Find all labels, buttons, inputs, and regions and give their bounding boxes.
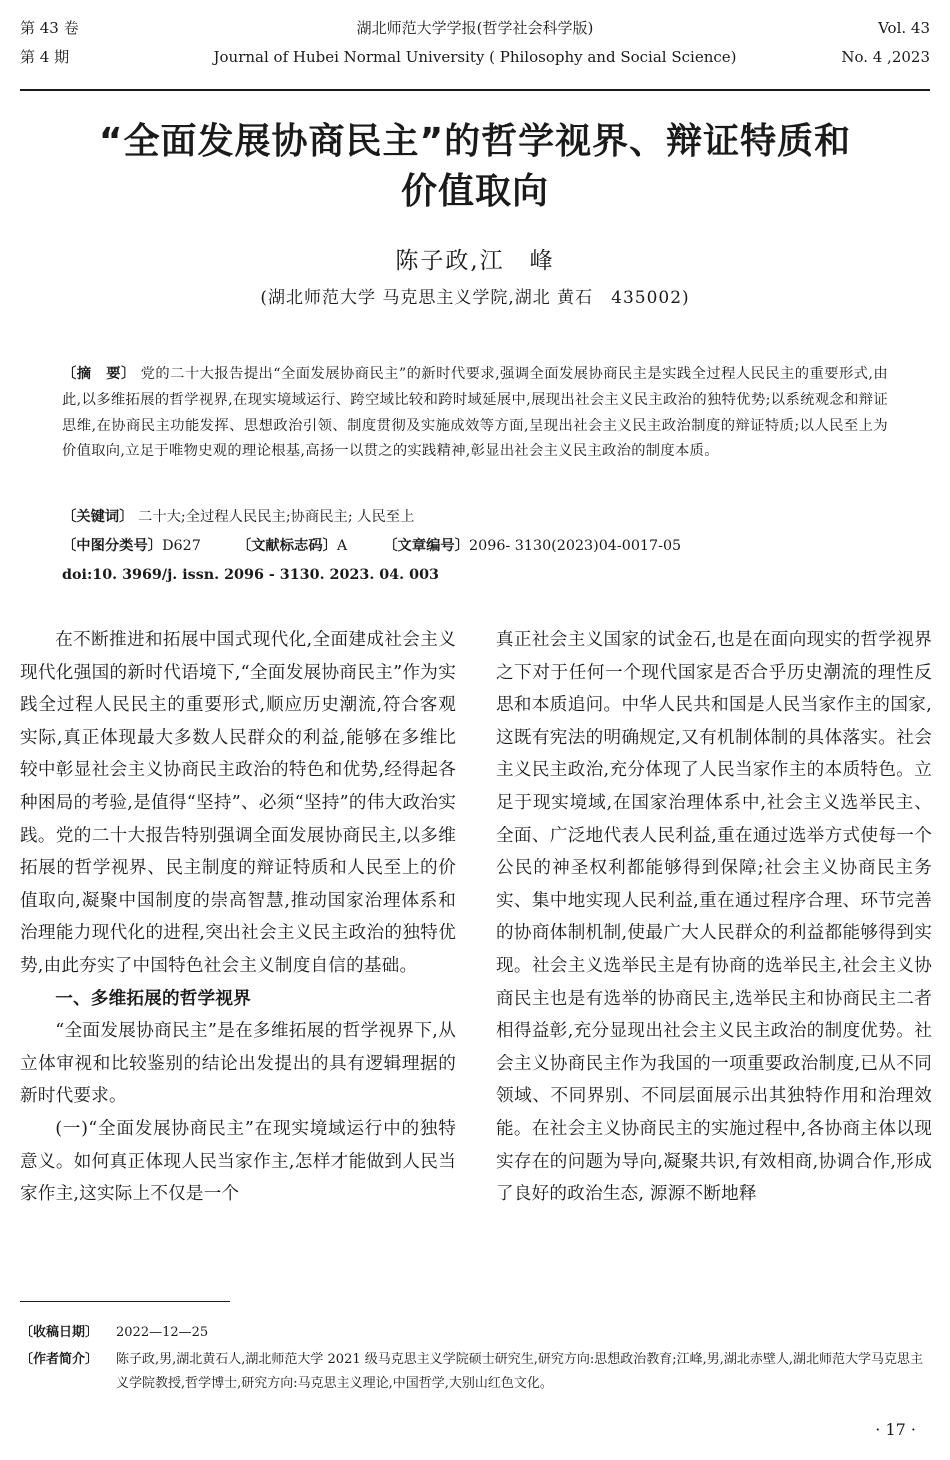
journal-name-cn: 湖北师范大学学报(哲学社会科学版)	[356, 19, 594, 37]
header-rule	[20, 89, 930, 91]
bio-text: 陈子政,男,湖北黄石人,湖北师范大学 2021 级马克思主义学院硕士研究生,研究方向:思想政治教育;江峰,男,湖北赤壁人,湖北师范大学马克思主义学院教授,哲学博士,研究方向:马克思主义理论,中国哲学,大别山红色文化。	[116, 1352, 924, 1391]
volume-en: Vol. 43	[878, 19, 930, 37]
doi: doi:10. 3969/j. issn. 2096 - 3130. 2023. 04. 003	[62, 567, 439, 583]
abstract-label: 〔摘 要〕	[62, 366, 136, 382]
article-title-line-1: “全面发展协商民主”的哲学视界、辩证特质和	[98, 121, 852, 162]
body-paragraph: 在不断推进和拓展中国式现代化,全面建成社会主义现代化强国的新时代语境下,“全面发展协商民主”作为实践全过程人民民主的重要形式,顺应历史潮流,符合客观实际,真正体现最大多数人民群众的利益,能够在多维比较中彰显社会主义协商民主政治的特色和优势,经得起各种困局的考验,是值得“坚持”、必须“坚持”的伟大政治实践。党的二十大报告特别强调全面发展协商民主,以多维拓展的哲学视界、民主制度的辩证特质和人民至上的价值取向,凝聚中国制度的崇高智慧,推动国家治理体系和治理能力现代化的进程,突出社会主义民主政治的独特优势,由此夯实了中国特色社会主义制度自信的基础。	[20, 630, 456, 976]
clc-value: D627	[162, 538, 201, 554]
abstract	[62, 362, 888, 465]
article-title-line-2: 价值取向	[400, 171, 549, 212]
issue-en: No. 4 ,2023	[841, 48, 930, 66]
author-bio	[20, 1348, 932, 1396]
footnote-rule	[20, 1301, 230, 1302]
body-paragraph: “全面发展协商民主”是在多维拓展的哲学视界下,从立体审视和比较鉴别的结论出发提出的具有逻辑理据的新时代要求。	[20, 1021, 456, 1107]
page-number: · 17 ·	[875, 1420, 916, 1439]
classification-meta	[62, 535, 681, 557]
article-number-value: 2096- 3130(2023)04-0017-05	[469, 538, 682, 554]
keywords-label: 〔关键词〕	[62, 509, 134, 525]
volume-number: 第 43 卷	[20, 19, 79, 37]
issue-number: 第 4 期	[20, 48, 70, 66]
abstract-text: 党的二十大报告提出“全面发展协商民主”的新时代要求,强调全面发展协商民主是实践全过程人民民主的重要形式,由此,以多维拓展的哲学视界,在现实境域运行、跨空域比较和跨时域延展中,展现出社会主义民主政治的独特优势;以系统观念和辩证思维,在协商民主功能发挥、思想政治引领、制度贯彻及实施成效等方面,呈现出社会主义民主政治制度的辩证特质;以人民至上为价值取向,立足于唯物史观的理论根基,高扬一以贯之的实践精神,彰显出社会主义民主政治的制度本质。	[62, 366, 888, 460]
keywords-text: 二十大;全过程人民民主;协商民主; 人民至上	[138, 509, 415, 525]
doc-code-value: A	[336, 538, 348, 554]
received-value: 2022—12—25	[116, 1325, 209, 1340]
body-paragraph: (一)“全面发展协商民主”在现实境域运行中的独特意义。如何真正体现人民当家作主,怎样才能做到人民当家作主,这实际上不仅是一个	[20, 1118, 456, 1205]
section-heading: 一、多维拓展的哲学视界	[55, 988, 251, 1009]
affiliation: (湖北师范大学 马克思主义学院,湖北 黄石 435002)	[260, 288, 690, 308]
journal-name-en: Journal of Hubei Normal University ( Philosophy and Social Science)	[213, 48, 737, 66]
body-paragraph: 真正社会主义国家的试金石,也是在面向现实的哲学视界之下对于任何一个现代国家是否合乎历史潮流的理性反思和本质追问。中华人民共和国是人民当家作主的国家,这既有宪法的明确规定,又有机制体制的具体落实。社会主义民主政治,充分体现了人民当家作主的本质特色。立足于现实境域,在国家治理体系中,社会主义选举民主、全面、广泛地代表人民利益,重在通过选举方式使每一个公民的神圣权利都能够得到保障;社会主义协商民主务实、集中地实现人民利益,重在通过程序合理、环节完善的协商体制机制,使最广大人民群众的利益都能够得到实现。社会主义选举民主是有协商的选举民主,社会主义协商民主也是有选举的协商民主,选举民主和协商民主二者相得益彰,充分显现出社会主义民主政治的制度优势。社会主义协商民主作为我国的一项重要政治制度,已从不同领域、不同界别、不同层面展示出其独特作用和治理效能。在社会主义协商民主的实施过程中,各协商主体以现实存在的问题为导向,凝聚共识,有效相商,协调合作,形成了良好的政治生态, 源源不断地释	[496, 630, 932, 1205]
authors: 陈子政,江 峰	[395, 248, 555, 274]
clc-label: 〔中图分类号〕	[62, 538, 163, 554]
article-number-label: 〔文章编号〕	[383, 538, 470, 554]
keywords	[62, 506, 888, 528]
body-left-column	[20, 624, 456, 1211]
received-date	[20, 1321, 932, 1345]
body-right-column	[496, 624, 932, 1211]
doc-code-label: 〔文献标志码〕	[236, 538, 337, 554]
received-label: 〔收稿日期〕	[20, 1325, 99, 1340]
bio-label: 〔作者简介〕	[20, 1352, 99, 1367]
